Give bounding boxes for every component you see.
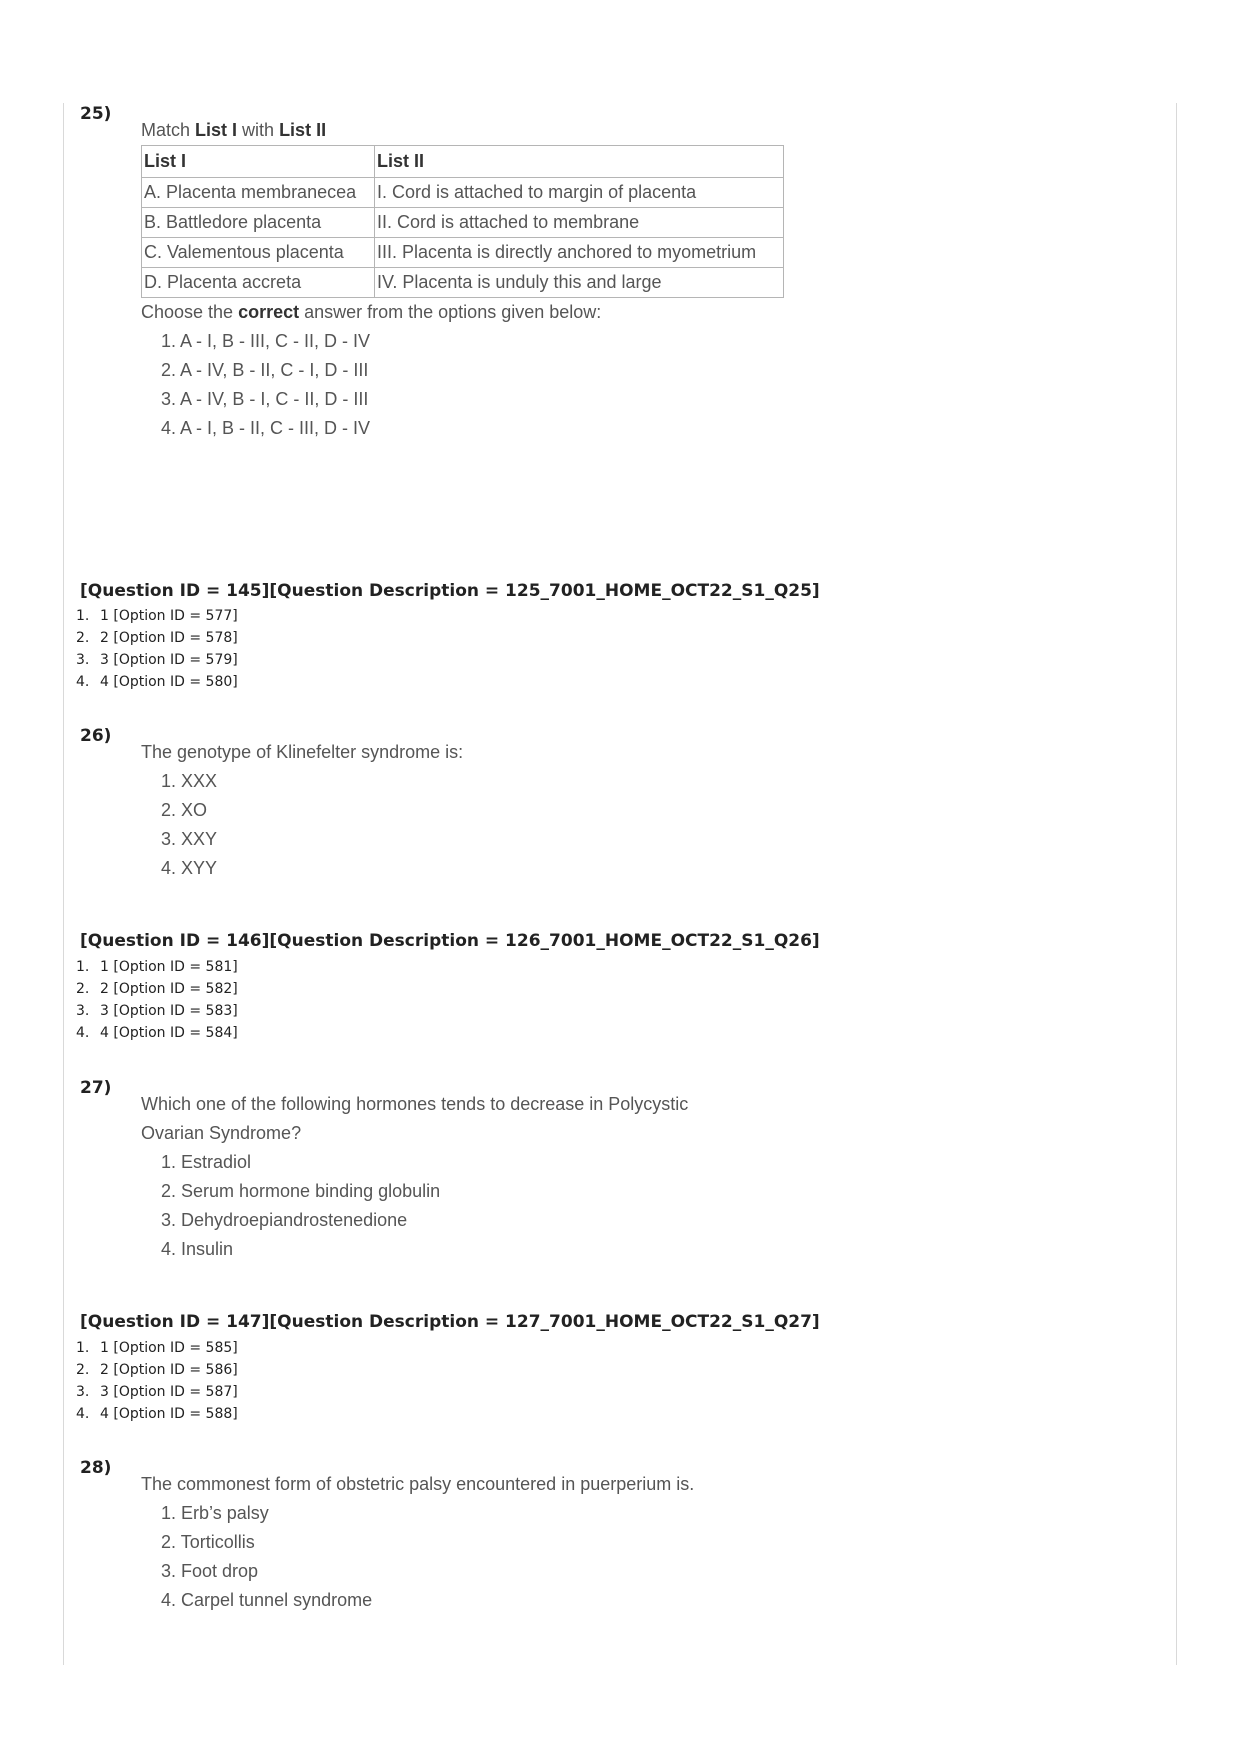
question-number: 26)	[80, 726, 112, 746]
table-row	[142, 178, 784, 208]
list-item	[76, 649, 238, 671]
list-item	[76, 1359, 238, 1381]
list-item	[76, 605, 238, 627]
intro-text-mid: with	[237, 120, 280, 140]
table-cell: D. Placenta accreta	[142, 268, 375, 298]
question-text: The genotype of Klinefelter syndrome is:	[141, 742, 464, 762]
question-body	[141, 116, 1141, 443]
answer-option: 4. Carpel tunnel syndrome	[161, 1590, 373, 1610]
answer-option: 1. XXX	[161, 771, 218, 791]
list-text: 2 [Option ID = 578]	[100, 630, 238, 646]
list-number: 3.	[76, 1384, 90, 1400]
list-text: 1 [Option ID = 577]	[100, 608, 238, 624]
question-text-line-1: Which one of the following hormones tends to decrease in Polycystic	[141, 1094, 689, 1114]
list-text: 2 [Option ID = 582]	[100, 981, 238, 997]
right-border-line	[1176, 103, 1177, 1665]
option-id-list	[76, 1337, 238, 1425]
header-list-2: List II	[375, 146, 784, 178]
list-number: 1.	[76, 959, 90, 975]
list-text: 3 [Option ID = 587]	[100, 1384, 238, 1400]
list-text: 2 [Option ID = 586]	[100, 1362, 238, 1378]
list-item	[76, 978, 238, 1000]
question-body	[141, 1090, 1141, 1264]
table-cell: III. Placenta is directly anchored to myometrium	[375, 238, 784, 268]
question-meta: [Question ID = 145][Question Description = 125_7001_HOME_OCT22_S1_Q25]	[80, 581, 820, 601]
list-item	[76, 627, 238, 649]
list-item	[76, 956, 238, 978]
choose-bold: correct	[238, 302, 300, 322]
answer-option: 1. Estradiol	[161, 1152, 252, 1172]
answer-option: 3. A - IV, B - I, C - II, D - III	[161, 389, 369, 409]
list-number: 3.	[76, 652, 90, 668]
match-table-header-row	[142, 146, 784, 178]
question-text-line-2: Ovarian Syndrome?	[141, 1123, 302, 1143]
answer-option: 3. Foot drop	[161, 1561, 259, 1581]
answer-option: 4. Insulin	[161, 1239, 234, 1259]
option-id-list	[76, 956, 238, 1044]
intro-bold-list-2: List II	[279, 120, 327, 140]
answer-option: 4. A - I, B - II, C - III, D - IV	[161, 418, 371, 438]
list-number: 4.	[76, 1406, 90, 1422]
choose-text-post: answer from the options given below:	[299, 302, 602, 322]
answer-options	[141, 1148, 1141, 1264]
answer-options	[141, 767, 1141, 883]
list-item	[76, 1022, 238, 1044]
table-row	[142, 268, 784, 298]
list-text: 3 [Option ID = 579]	[100, 652, 238, 668]
option-id-list	[76, 605, 238, 693]
table-row	[142, 238, 784, 268]
intro-text: Match	[141, 120, 196, 140]
question-number: 28)	[80, 1458, 112, 1478]
table-cell: C. Valementous placenta	[142, 238, 375, 268]
table-cell: B. Battledore placenta	[142, 208, 375, 238]
answer-option: 2. Serum hormone binding globulin	[161, 1181, 441, 1201]
list-item	[76, 1381, 238, 1403]
question-meta: [Question ID = 147][Question Description = 127_7001_HOME_OCT22_S1_Q27]	[80, 1312, 820, 1332]
answer-option: 2. A - IV, B - II, C - I, D - III	[161, 360, 369, 380]
list-number: 4.	[76, 674, 90, 690]
answer-options	[141, 1499, 1141, 1615]
left-border-line	[63, 103, 64, 1665]
question-number: 27)	[80, 1078, 112, 1098]
table-cell: II. Cord is attached to membrane	[375, 208, 784, 238]
list-number: 3.	[76, 1003, 90, 1019]
list-number: 2.	[76, 630, 90, 646]
list-text: 4 [Option ID = 588]	[100, 1406, 238, 1422]
answer-option: 1. Erb’s palsy	[161, 1503, 269, 1523]
answer-options	[141, 327, 1141, 443]
question-text: The commonest form of obstetric palsy encountered in puerperium is.	[141, 1474, 695, 1494]
answer-option: 3. Dehydroepiandrostenedione	[161, 1210, 408, 1230]
list-number: 2.	[76, 981, 90, 997]
list-item	[76, 1000, 238, 1022]
list-item	[76, 1403, 238, 1425]
table-cell: A. Placenta membranecea	[142, 178, 375, 208]
list-number: 2.	[76, 1362, 90, 1378]
answer-option: 4. XYY	[161, 858, 218, 878]
list-number: 1.	[76, 608, 90, 624]
intro-bold-list-1: List I	[195, 120, 238, 140]
header-list-1: List I	[142, 146, 375, 178]
list-text: 4 [Option ID = 580]	[100, 674, 238, 690]
answer-option: 2. Torticollis	[161, 1532, 255, 1552]
table-cell: IV. Placenta is unduly this and large	[375, 268, 784, 298]
match-table	[141, 145, 784, 298]
list-text: 1 [Option ID = 581]	[100, 959, 238, 975]
choose-text: Choose the	[141, 302, 239, 322]
list-text: 3 [Option ID = 583]	[100, 1003, 238, 1019]
question-body	[141, 1470, 1141, 1615]
answer-option: 1. A - I, B - III, C - II, D - IV	[161, 331, 371, 351]
question-meta: [Question ID = 146][Question Description = 126_7001_HOME_OCT22_S1_Q26]	[80, 931, 820, 951]
table-row	[142, 208, 784, 238]
answer-option: 3. XXY	[161, 829, 218, 849]
list-text: 1 [Option ID = 585]	[100, 1340, 238, 1356]
question-intro	[141, 116, 1141, 145]
choose-instruction	[141, 298, 1141, 327]
table-cell: I. Cord is attached to margin of placenta	[375, 178, 784, 208]
answer-option: 2. XO	[161, 800, 208, 820]
question-number: 25)	[80, 104, 112, 124]
list-number: 4.	[76, 1025, 90, 1041]
list-item	[76, 1337, 238, 1359]
question-body	[141, 738, 1141, 883]
list-item	[76, 671, 238, 693]
list-text: 4 [Option ID = 584]	[100, 1025, 238, 1041]
list-number: 1.	[76, 1340, 90, 1356]
